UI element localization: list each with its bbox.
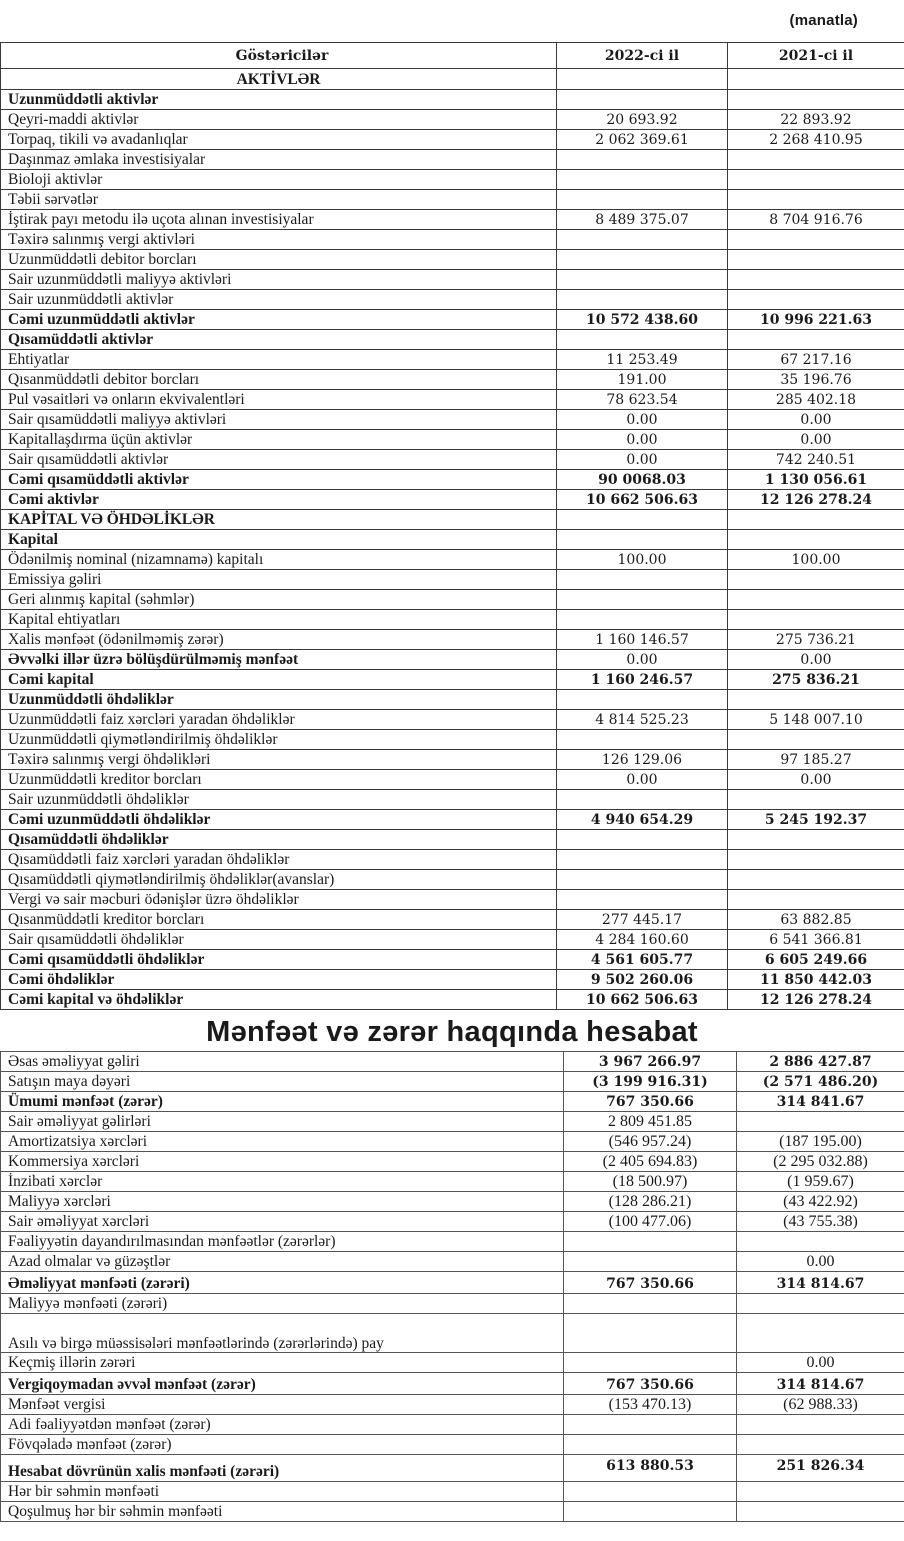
value-2022 [557,870,728,890]
value-2022 [557,170,728,190]
value-2021 [728,730,904,750]
table-row [1,1152,904,1172]
row-label: Qısamüddətli öhdəliklər [1,830,557,850]
value-2022 [557,230,728,250]
table-row [1,850,904,870]
value-2021: 22 893.92 [728,110,904,130]
table-row [1,1294,904,1314]
table-header-row [1,43,904,69]
row-label: İnzibati xərclər [1,1172,564,1192]
value-2021: 285 402.18 [728,390,904,410]
row-label: Uzunmüddətli faiz xərcləri yaradan öhdəliklər [1,710,557,730]
table-row [1,950,904,970]
table-row [1,190,904,210]
table-row [1,1072,904,1092]
value-2021: 10 996 221.63 [728,310,904,330]
value-2022: 4 284 160.60 [557,930,728,950]
value-2022 [564,1252,737,1272]
row-label: Pul vəsaitləri və onların ekvivalentləri [1,390,557,410]
row-label: Cəmi aktivlər [1,490,557,510]
value-2022 [557,570,728,590]
value-2022 [557,890,728,910]
value-2021 [728,330,904,350]
row-label: Əvvəlki illər üzrə bölüşdürülməmiş mənfəət [1,650,557,670]
value-2021: (2 295 032.88) [737,1152,904,1172]
value-2022 [557,150,728,170]
table-row [1,430,904,450]
value-2021 [728,290,904,310]
table-row [1,1314,904,1353]
table-row [1,210,904,230]
table-row [1,270,904,290]
value-2021: 251 826.34 [737,1455,904,1482]
table-row [1,110,904,130]
value-2022: (153 470.13) [564,1395,737,1415]
value-2022: 767 350.66 [564,1092,737,1112]
value-2022: (546 957.24) [564,1132,737,1152]
table-row [1,1132,904,1152]
table-row [1,150,904,170]
row-label: Vergiqoymadan əvvəl mənfəət (zərər) [1,1373,564,1395]
value-2021 [728,190,904,210]
value-2022 [557,330,728,350]
income-statement-title: Mənfəət və zərər haqqında hesabat [206,1016,698,1048]
value-2021 [728,830,904,850]
value-2021 [728,69,904,90]
value-2021 [728,250,904,270]
value-2021: 35 196.76 [728,370,904,390]
table-row [1,1052,904,1072]
value-2022: 4 940 654.29 [557,810,728,830]
row-label: Kapital [1,530,557,550]
value-2022: 0.00 [557,770,728,790]
value-2022: 126 129.06 [557,750,728,770]
value-2021: 314 814.67 [737,1272,904,1294]
value-2021: (62 988.33) [737,1395,904,1415]
value-2021 [728,90,904,110]
row-label: Kapitallaşdırma üçün aktivlər [1,430,557,450]
value-2021 [728,610,904,630]
value-2022: 10 662 506.63 [557,990,728,1010]
row-label: Adi fəaliyyətdən mənfəət (zərər) [1,1415,564,1435]
row-label: Geri alınmış kapital (səhmlər) [1,590,557,610]
column-header-2022: 2022-ci il [557,43,728,69]
table-row [1,1112,904,1132]
value-2021 [737,1435,904,1455]
value-2021 [728,270,904,290]
row-label: AKTİVLƏR [1,69,557,90]
table-row [1,470,904,490]
table-row [1,1172,904,1192]
value-2021: 100.00 [728,550,904,570]
row-label: Hesabat dövrünün xalis mənfəəti (zərəri) [1,1455,564,1482]
row-label: Sair uzunmüddətli maliyyə aktivləri [1,270,557,290]
table-row [1,1482,904,1502]
row-label: Cəmi qısamüddətli aktivlər [1,470,557,490]
table-row [1,1232,904,1252]
value-2021: 6 541 366.81 [728,930,904,950]
row-label: Sair əməliyyat xərcləri [1,1212,564,1232]
value-2021 [728,890,904,910]
table-row [1,1192,904,1212]
row-label: Təxirə salınmış vergi aktivləri [1,230,557,250]
value-2022: 0.00 [557,410,728,430]
table-row [1,330,904,350]
table-row [1,610,904,630]
table-row [1,510,904,530]
row-label: Sair qısamüddətli maliyyə aktivləri [1,410,557,430]
value-2021 [737,1294,904,1314]
value-2021: 11 850 442.03 [728,970,904,990]
value-2022: 1 160 146.57 [557,630,728,650]
value-2021: 6 605 249.66 [728,950,904,970]
table-row [1,1212,904,1232]
value-2022: 20 693.92 [557,110,728,130]
value-2022: (128 286.21) [564,1192,737,1212]
table-row [1,810,904,830]
row-label: Mənfəət vergisi [1,1395,564,1415]
value-2021: 742 240.51 [728,450,904,470]
table-row [1,650,904,670]
table-row [1,390,904,410]
column-header-indicators: Göstəricilər [1,43,557,69]
value-2022: 78 623.54 [557,390,728,410]
row-label: Satışın maya dəyəri [1,1072,564,1092]
table-row [1,970,904,990]
table-row [1,90,904,110]
currency-unit-label: (manatla) [789,12,858,29]
value-2022: 8 489 375.07 [557,210,728,230]
row-label: Cəmi uzunmüddətli öhdəliklər [1,810,557,830]
value-2022 [557,730,728,750]
value-2021: (1 959.67) [737,1172,904,1192]
row-label: Uzunmüddətli aktivlər [1,90,557,110]
column-header-2021: 2021-ci il [728,43,904,69]
row-label: Ödənilmiş nominal (nizamnamə) kapitalı [1,550,557,570]
value-2022: (3 199 916.31) [564,1072,737,1092]
table-row [1,410,904,430]
value-2022 [557,530,728,550]
value-2022: 9 502 260.06 [557,970,728,990]
value-2022: 10 662 506.63 [557,490,728,510]
table-row [1,630,904,650]
value-2021: 0.00 [728,650,904,670]
value-2021 [728,230,904,250]
value-2022: 1 160 246.57 [557,670,728,690]
value-2022: 2 809 451.85 [564,1112,737,1132]
value-2022: 613 880.53 [564,1455,737,1482]
row-label: Cəmi kapital və öhdəliklər [1,990,557,1010]
table-row [1,450,904,470]
row-label: Cəmi qısamüddətli öhdəliklər [1,950,557,970]
value-2022: 0.00 [557,430,728,450]
value-2022 [564,1415,737,1435]
value-2022: 10 572 438.60 [557,310,728,330]
value-2022 [557,510,728,530]
value-2021: 8 704 916.76 [728,210,904,230]
value-2021 [728,590,904,610]
value-2022 [557,590,728,610]
table-row [1,670,904,690]
row-label: Uzunmüddətli qiymətləndirilmiş öhdəliklər [1,730,557,750]
row-label: Kapital ehtiyatları [1,610,557,630]
value-2022 [557,190,728,210]
value-2021: 275 736.21 [728,630,904,650]
table-row [1,710,904,730]
value-2022: 0.00 [557,450,728,470]
value-2021 [737,1232,904,1252]
value-2021 [737,1482,904,1502]
value-2022: 277 445.17 [557,910,728,930]
row-label: Uzunmüddətli kreditor borcları [1,770,557,790]
value-2022: 4 561 605.77 [557,950,728,970]
value-2021: 0.00 [737,1353,904,1373]
value-2021 [737,1112,904,1132]
row-label: Sair əməliyyat gəlirləri [1,1112,564,1132]
table-row [1,1415,904,1435]
row-label: Fövqəladə mənfəət (zərər) [1,1435,564,1455]
table-row [1,1353,904,1373]
value-2022 [564,1353,737,1373]
row-label: Sair qısamüddətli aktivlər [1,450,557,470]
table-row [1,290,904,310]
value-2021 [728,790,904,810]
row-label: Cəmi öhdəliklər [1,970,557,990]
table-row [1,170,904,190]
value-2022: 767 350.66 [564,1272,737,1294]
table-row [1,870,904,890]
value-2021: 314 814.67 [737,1373,904,1395]
table-row [1,1455,904,1482]
row-label: Qısanmüddətli debitor borcları [1,370,557,390]
value-2021: (187 195.00) [737,1132,904,1152]
value-2021: 314 841.67 [737,1092,904,1112]
value-2021 [728,870,904,890]
row-label: Fəaliyyətin dayandırılmasından mənfəətlər (zərərlər) [1,1232,564,1252]
value-2022: 90 0068.03 [557,470,728,490]
row-label: İştirak payı metodu ilə uçota alınan investisiyalar [1,210,557,230]
row-label: Kommersiya xərcləri [1,1152,564,1172]
row-label: Amortizatsiya xərcləri [1,1132,564,1152]
value-2021: 12 126 278.24 [728,490,904,510]
value-2022: (18 500.97) [564,1172,737,1192]
table-row [1,530,904,550]
row-label: Sair uzunmüddətli öhdəliklər [1,790,557,810]
row-label: KAPİTAL VƏ ÖHDƏLİKLƏR [1,510,557,530]
row-label: Uzunmüddətli debitor borcları [1,250,557,270]
row-label: Torpaq, tikili və avadanlıqlar [1,130,557,150]
value-2021 [728,690,904,710]
table-row [1,1272,904,1294]
row-label: Asılı və birgə müəssisələri mənfəətlərində (zərərlərində) pay [1,1314,564,1353]
value-2022 [557,610,728,630]
table-row [1,310,904,330]
value-2021: 5 245 192.37 [728,810,904,830]
row-label: Xalis mənfəət (ödənilməmiş zərər) [1,630,557,650]
value-2021: 0.00 [728,410,904,430]
row-label: Cəmi uzunmüddətli aktivlər [1,310,557,330]
table-row [1,1252,904,1272]
table-row [1,750,904,770]
value-2022 [557,850,728,870]
table-row [1,1373,904,1395]
value-2022 [564,1232,737,1252]
row-label: Vergi və sair məcburi ödənişlər üzrə öhdəliklər [1,890,557,910]
row-label: Qoşulmuş hər bir səhmin mənfəəti [1,1502,564,1522]
table-row [1,930,904,950]
table-row [1,1395,904,1415]
row-label: Əsas əməliyyat gəliri [1,1052,564,1072]
row-label: Təbii sərvətlər [1,190,557,210]
value-2022 [564,1435,737,1455]
value-2021: 275 836.21 [728,670,904,690]
value-2022: (2 405 694.83) [564,1152,737,1172]
value-2021: 2 268 410.95 [728,130,904,150]
value-2021: 12 126 278.24 [728,990,904,1010]
table-row [1,130,904,150]
value-2021: 2 886 427.87 [737,1052,904,1072]
value-2021: 5 148 007.10 [728,710,904,730]
value-2021 [728,510,904,530]
table-row [1,1502,904,1522]
value-2021: 97 185.27 [728,750,904,770]
value-2021 [728,530,904,550]
value-2022 [564,1314,737,1353]
table-row [1,350,904,370]
value-2022 [564,1482,737,1502]
row-label: Uzunmüddətli öhdəliklər [1,690,557,710]
table-row [1,69,904,90]
value-2021: 0.00 [737,1252,904,1272]
value-2022: 767 350.66 [564,1373,737,1395]
table-row [1,570,904,590]
value-2022 [557,90,728,110]
table-row [1,1092,904,1112]
value-2022: 0.00 [557,650,728,670]
table-row [1,370,904,390]
value-2021: (2 571 486.20) [737,1072,904,1092]
value-2022 [557,69,728,90]
value-2021: 67 217.16 [728,350,904,370]
value-2021 [728,170,904,190]
value-2022 [557,270,728,290]
row-label: Azad olmalar və güzəştlər [1,1252,564,1272]
table-row [1,230,904,250]
row-label: Keçmiş illərin zərəri [1,1353,564,1373]
value-2021 [737,1314,904,1353]
value-2021: 1 130 056.61 [728,470,904,490]
value-2022 [557,790,728,810]
value-2022: 100.00 [557,550,728,570]
row-label: Hər bir səhmin mənfəəti [1,1482,564,1502]
table-row [1,730,904,750]
value-2021 [728,570,904,590]
row-label: Sair qısamüddətli öhdəliklər [1,930,557,950]
value-2021 [728,850,904,870]
table-row [1,690,904,710]
value-2021 [728,150,904,170]
row-label: Bioloji aktivlər [1,170,557,190]
row-label: Qısamüddətli qiymətləndirilmiş öhdəliklər(avanslar) [1,870,557,890]
row-label: Maliyyə mənfəəti (zərəri) [1,1294,564,1314]
value-2022: 191.00 [557,370,728,390]
table-row [1,990,904,1010]
value-2021: 0.00 [728,770,904,790]
row-label: Qısamüddətli aktivlər [1,330,557,350]
row-label: Sair uzunmüddətli aktivlər [1,290,557,310]
row-label: Qısamüddətli faiz xərcləri yaradan öhdəliklər [1,850,557,870]
table-row [1,250,904,270]
value-2022: 11 253.49 [557,350,728,370]
table-row [1,890,904,910]
table-row [1,590,904,610]
row-label: Emissiya gəliri [1,570,557,590]
row-label: Qısanmüddətli kreditor borcları [1,910,557,930]
value-2022: (100 477.06) [564,1212,737,1232]
value-2022: 3 967 266.97 [564,1052,737,1072]
row-label: Cəmi kapital [1,670,557,690]
value-2022 [557,290,728,310]
row-label: Maliyyə xərcləri [1,1192,564,1212]
table-row [1,1435,904,1455]
row-label: Qeyri-maddi aktivlər [1,110,557,130]
value-2022: 4 814 525.23 [557,710,728,730]
value-2022 [557,690,728,710]
value-2022 [564,1502,737,1522]
value-2021: 0.00 [728,430,904,450]
value-2021: (43 422.92) [737,1192,904,1212]
value-2022 [557,250,728,270]
table-row [1,550,904,570]
balance-sheet-table [0,42,904,1010]
value-2021 [737,1502,904,1522]
table-row [1,910,904,930]
table-row [1,770,904,790]
value-2021: 63 882.85 [728,910,904,930]
value-2022: 2 062 369.61 [557,130,728,150]
value-2022 [564,1294,737,1314]
value-2022 [557,830,728,850]
income-statement-table [0,1051,904,1522]
row-label: Ehtiyatlar [1,350,557,370]
row-label: Təxirə salınmış vergi öhdəlikləri [1,750,557,770]
row-label: Əməliyyat mənfəəti (zərəri) [1,1272,564,1294]
table-row [1,490,904,510]
value-2021 [737,1415,904,1435]
table-row [1,830,904,850]
row-label: Ümumi mənfəət (zərər) [1,1092,564,1112]
value-2021: (43 755.38) [737,1212,904,1232]
table-row [1,790,904,810]
row-label: Daşınmaz əmlaka investisiyalar [1,150,557,170]
